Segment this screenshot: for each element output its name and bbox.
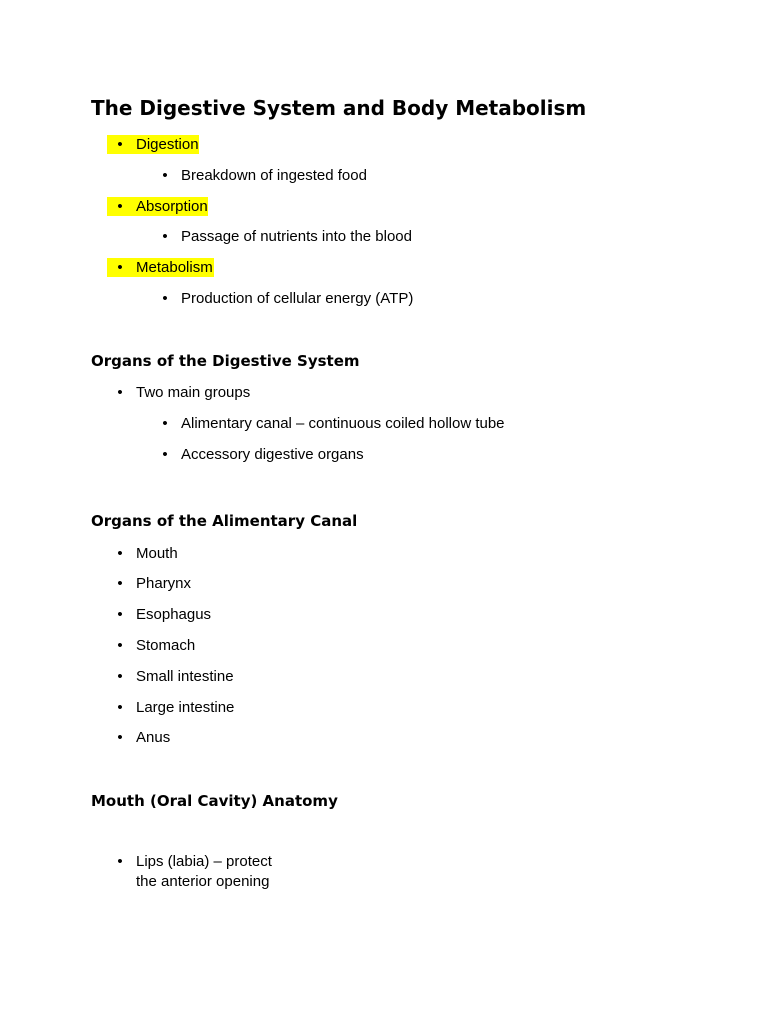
bullet-icon: • [117,545,123,562]
list-item [117,636,196,656]
list-item [117,544,178,564]
sub-list-item-label: Production of cellular energy (ATP) [181,290,414,307]
bullet-icon: • [117,853,123,870]
list-item-label: Small intestine [136,668,234,685]
bullet-icon: • [117,637,123,654]
list-item-continuation [136,872,269,892]
bullet-icon: • [117,668,123,685]
bullet-icon: • [117,136,123,153]
sub-list-item-label: Alimentary canal – continuous coiled hollow tube [181,415,505,432]
sub-list-item-label: Breakdown of ingested food [181,167,367,184]
bullet-icon: • [162,446,168,463]
list-item [117,667,234,687]
sub-list-item [162,289,414,309]
list-item-label: Absorption [136,198,208,215]
list-item-digestion [117,135,199,155]
list-item-label: Stomach [136,637,196,654]
sub-list-item [162,227,412,247]
list-item [117,698,235,718]
list-item-label: Mouth [136,545,178,562]
sub-list-item-label: Accessory digestive organs [181,446,364,463]
sub-list-item-label: Passage of nutrients into the blood [181,228,412,245]
list-item [117,383,251,403]
bullet-icon: • [117,606,123,623]
list-item-label: Digestion [136,136,199,153]
bullet-icon: • [162,415,168,432]
bullet-icon: • [162,167,168,184]
list-item-label: Pharynx [136,575,192,592]
list-item [117,728,171,748]
list-item-label: the anterior opening [136,873,270,890]
page-title: The Digestive System and Body Metabolism [91,96,587,120]
list-item-label: Lips (labia) – protect [136,853,272,870]
sub-list-item [162,445,364,465]
list-item [117,574,192,594]
bullet-icon: • [162,290,168,307]
list-item [117,605,212,625]
list-item [117,852,272,872]
bullet-icon: • [117,699,123,716]
bullet-icon: • [117,575,123,592]
list-item-label: Metabolism [136,259,213,276]
list-item-label: Esophagus [136,606,212,623]
bullet-icon: • [117,729,123,746]
section-heading: Organs of the Digestive System [91,352,360,370]
bullet-icon: • [162,228,168,245]
bullet-icon: • [117,384,123,401]
section-heading: Organs of the Alimentary Canal [91,512,358,530]
list-item-label: Large intestine [136,699,235,716]
bullet-icon: • [117,259,123,276]
list-item-label: Two main groups [136,384,251,401]
section-heading: Mouth (Oral Cavity) Anatomy [91,792,338,810]
list-item-metabolism [117,258,213,278]
sub-list-item [162,166,367,186]
bullet-icon: • [117,198,123,215]
sub-list-item [162,414,505,434]
list-item-label: Anus [136,729,171,746]
list-item-absorption [117,197,208,217]
